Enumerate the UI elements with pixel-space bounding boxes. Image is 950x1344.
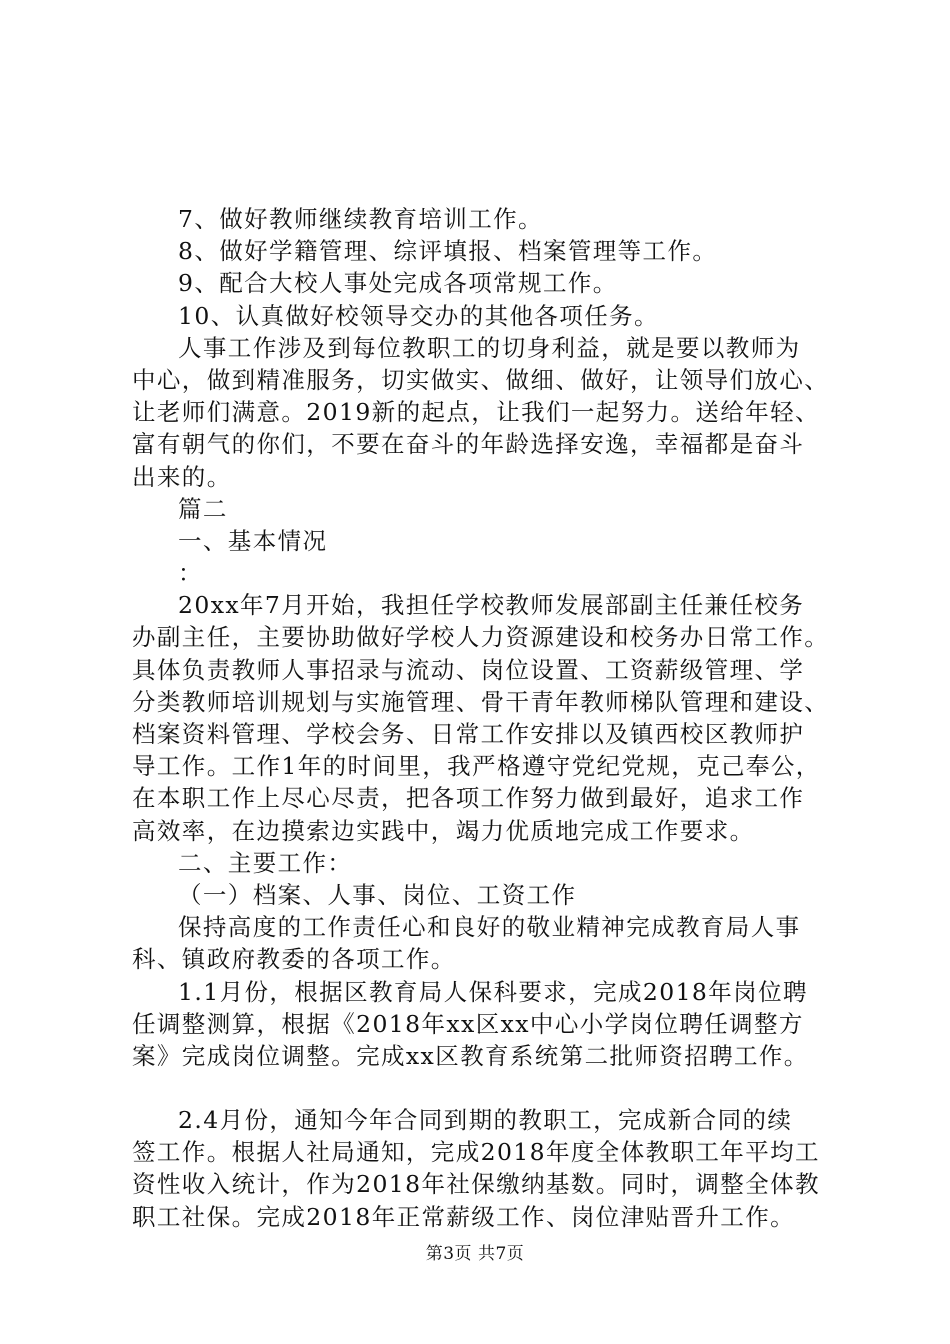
text-line: 富有朝气的你们，不要在奋斗的年龄选择安逸，幸福都是奋斗 — [132, 430, 805, 459]
text-line: 签工作。根据人社局通知，完成2018年度全体教职工年平均工 — [132, 1138, 820, 1167]
paragraph-item-9 — [132, 267, 832, 299]
text-line: 高效率，在边摸索边实践中，竭力优质地完成工作要求。 — [132, 816, 755, 845]
text-line: 8、做好学籍管理、综评填报、档案管理等工作。 — [178, 237, 718, 266]
text-line: 7、做好教师继续教育培训工作。 — [178, 205, 543, 233]
paragraph-summary — [132, 332, 832, 493]
section-heading-basic-info — [132, 525, 832, 557]
text-line: 出来的。 — [132, 462, 232, 491]
text-line: 在本职工作上尽心尽责，把各项工作努力做到最好，追求工作 — [132, 784, 805, 813]
paragraph-item-7 — [132, 203, 832, 235]
document-body — [132, 203, 832, 1233]
text-line: 2.4月份，通知今年合同到期的教职工，完成新合同的续 — [178, 1106, 793, 1135]
text-line: ： — [178, 559, 203, 588]
text-line: 资性收入统计，作为2018年社保缴纳基数。同时，调整全体教 — [132, 1170, 820, 1199]
paragraph-item-1-1 — [132, 976, 832, 1073]
paragraph-item-8 — [132, 235, 832, 267]
page-footer: 第3页 共7页 — [425, 1244, 525, 1264]
text-line: 二、主要工作： — [178, 848, 353, 877]
text-line: 20xx年7月开始，我担任学校教师发展部副主任兼任校务 — [178, 591, 805, 620]
text-line: 档案资料管理、学校会务、日常工作安排以及镇西校区教师护 — [132, 720, 805, 748]
text-line: 篇二 — [178, 494, 228, 523]
text-line: 1.1月份，根据区教育局人保科要求，完成2018年岗位聘 — [178, 977, 808, 1006]
text-line: 具体负责教师人事招录与流动、岗位设置、工资薪级管理、学 — [132, 655, 805, 684]
text-line: 案》完成岗位调整。完成xx区教育系统第二批师资招聘工作。 — [132, 1041, 809, 1070]
text-line: 导工作。工作1年的时间里，我严格遵守党纪党规，克己奉公， — [132, 752, 821, 781]
paragraph-spacer — [132, 1072, 832, 1104]
text-line: 保持高度的工作责任心和良好的敬业精神完成教育局人事 — [178, 913, 801, 942]
section-heading-main-work — [132, 847, 832, 879]
text-line: 办副主任，主要协助做好学校人力资源建设和校务办日常工作。 — [132, 623, 830, 652]
section-heading-part-two — [132, 493, 832, 525]
text-line: 职工社保。完成2018年正常薪级工作、岗位津贴晋升工作。 — [132, 1202, 796, 1231]
text-line: 让老师们满意。2019新的起点，让我们一起努力。送给年轻、 — [132, 398, 820, 427]
paragraph-item-2-4 — [132, 1104, 832, 1233]
stray-colon-line — [132, 557, 832, 589]
text-line: 中心，做到精准服务，切实做实、做细、做好，让领导们放心、 — [132, 365, 830, 394]
text-line: 一、基本情况 — [178, 526, 328, 555]
subsection-heading-archives — [132, 879, 832, 911]
text-line: （一）档案、人事、岗位、工资工作 — [178, 880, 577, 909]
text-line: 人事工作涉及到每位教职工的切身利益，就是要以教师为 — [178, 333, 801, 362]
text-line: 分类教师培训规划与实施管理、骨干青年教师梯队管理和建设、 — [132, 687, 830, 716]
text-line: 科、镇政府教委的各项工作。 — [132, 945, 456, 974]
text-line: 9、配合大校人事处完成各项常规工作。 — [178, 269, 618, 298]
paragraph-responsibility — [132, 911, 832, 975]
text-line: 10、认真做好校领导交办的其他各项任务。 — [178, 301, 659, 330]
text-line: 任调整测算，根据《2018年xx区xx中心小学岗位聘任调整方 — [132, 1009, 804, 1038]
paragraph-item-10 — [132, 300, 832, 332]
paragraph-basic-info — [132, 589, 832, 847]
